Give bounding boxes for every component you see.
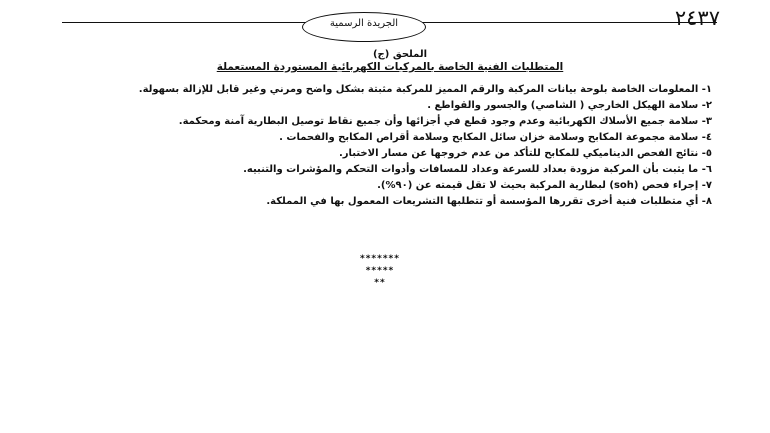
gazette-oval bbox=[302, 12, 426, 42]
stars-divider-line: ******* bbox=[360, 254, 400, 264]
stars-divider-line: ***** bbox=[365, 266, 395, 276]
page-number: ٢٤٣٧ bbox=[674, 6, 720, 30]
gazette-name: الجريدة الرسمية bbox=[329, 18, 399, 29]
requirements-list bbox=[92, 84, 712, 212]
stars-divider-line: ** bbox=[374, 278, 386, 288]
document-title: المتطلبات الفنية الخاصة بالمركبات الكهربائية المستوردة المستعملة bbox=[216, 61, 564, 73]
requirement-item: ٥- نتائج الفحص الديناميكي للمكابح للتأكد من عدم خروجها عن مسار الاختبار. bbox=[338, 148, 712, 159]
requirement-item: ٦- ما يثبت بأن المركبة مزودة بعداد للسرعة وعداد للمسافات وأدوات التحكم والمؤشرات والتنبيه. bbox=[243, 164, 712, 175]
requirement-item: ٣- سلامة جميع الأسلاك الكهربائية وعدم وجود قطع في أجزائها وأن جميع نقاط توصيل البطارية آمنة ومحكمة. bbox=[178, 116, 712, 127]
requirement-item: ٨- أي متطلبات فنية أخرى تقررها المؤسسة أو تتطلبها التشريعات المعمول بها في المملكة. bbox=[266, 196, 712, 207]
requirement-item: ٢- سلامة الهيكل الخارجي ( الشاصي) والجسور والقواطع . bbox=[427, 100, 712, 111]
annex-label: الملحق (ج) bbox=[372, 49, 428, 60]
requirement-item: ١- المعلومات الخاصة بلوحة بيانات المركبة والرقم المميز للمركبة مثبتة بشكل واضح ومرني وغير قابل للإزالة بسهولة. bbox=[138, 84, 712, 95]
requirement-item: ٧- إجراء فحص (soh) لبطارية المركبة بحيث لا تقل قيمته عن (٩٠%). bbox=[377, 180, 712, 191]
requirement-item: ٤- سلامة مجموعة المكابح وسلامة خزان سائل المكابح وسلامة أقراص المكابح والفحمات . bbox=[279, 132, 712, 143]
